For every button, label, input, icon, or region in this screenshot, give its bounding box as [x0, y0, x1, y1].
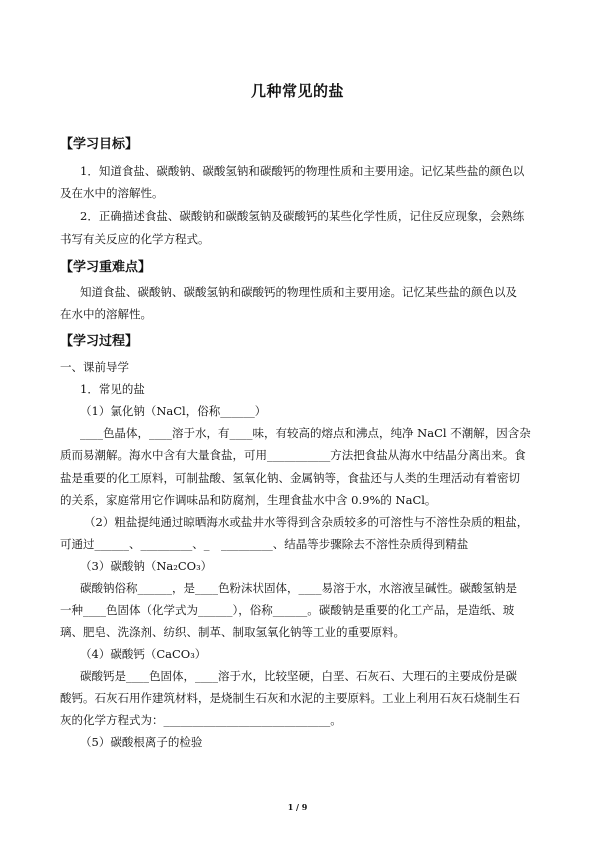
- crude-salt-line: （2）粗盐提纯通过晾晒海水或盐井水等得到含杂质较多的可溶性与不溶性杂质的粗盐，: [84, 515, 529, 529]
- heading-process: 【学习过程】: [60, 334, 139, 349]
- nacl-line: ____色晶体，____溶于水，有____味，有较高的熔点和沸点，纯净 NaCl 不潮解，因含杂: [80, 426, 531, 440]
- page-title: 几种常见的盐: [250, 82, 344, 100]
- caco3-line: 灰的化学方程式为：_____________________________。: [60, 713, 342, 727]
- carbonate-test-heading: （5）碳酸根离子的检验: [80, 735, 203, 749]
- na2co3-line: 璃、肥皂、洗涤剂、纺织、制革、制取氢氧化钠等工业的重要原料。: [60, 625, 405, 639]
- heading-key-points: 【学习重难点】: [60, 260, 152, 275]
- nacl-line: 的关系，家庭常用它作调味品和防腐剂，生理食盐水中含 0.9%的 NaCl。: [60, 493, 437, 507]
- caco3-heading: （4）碳酸钙（CaCO₃）: [80, 647, 207, 661]
- key-point-line: 知道食盐、碳酸钠、碳酸氢钠和碳酸钙的物理性质和主要用途。记忆某些盐的颜色以及: [80, 285, 517, 299]
- caco3-line: 酸钙。石灰石用作建筑材料，是烧制生石灰和水泥的主要原料。工业上利用石灰石烧制生石: [60, 691, 520, 705]
- na2co3-line: 一种____色固体（化学式为______），俗称______。碳酸钠是重要的化工产品，是造纸、玻: [60, 603, 515, 617]
- goal-line: 书写有关反应的化学方程式。: [60, 232, 210, 246]
- nacl-line: 盐是重要的化工原料，可制盐酸、氢氧化钠、金属钠等，食盐还与人类的生理活动有着密切: [60, 471, 520, 485]
- section-title: 一、课前导学: [60, 360, 129, 374]
- heading-goals: 【学习目标】: [60, 137, 139, 152]
- na2co3-line: 碳酸钠俗称______，是____色粉沫状固体，____易溶于水，水溶液呈碱性。碳酸氢钠是: [80, 581, 517, 595]
- page-number: 1 / 9: [287, 802, 308, 812]
- caco3-line: 碳酸钙是____色固体，____溶于水，比较坚硬，白垩、石灰石、大理石的主要成份是碳: [80, 669, 517, 683]
- key-point-line: 在水中的溶解性。: [60, 307, 152, 321]
- crude-salt-line: 可通过______、_________、_ _________、结晶等步骤除去不溶性杂质得到精盐: [60, 537, 469, 551]
- goal-line: 及在水中的溶解性。: [60, 186, 164, 200]
- goal-line: 2．正确描述食盐、碳酸钠和碳酸氢钠及碳酸钙的某些化学性质，记住反应现象，会熟练: [80, 209, 525, 223]
- na2co3-heading: （3）碳酸钠（Na₂CO₃）: [80, 559, 213, 573]
- subsection-title: 1．常见的盐: [80, 382, 145, 396]
- nacl-heading: （1）氯化钠（NaCl，俗称______）: [80, 404, 267, 418]
- goal-line: 1．知道食盐、碳酸钠、碳酸氢钠和碳酸钙的物理性质和主要用途。记忆某些盐的颜色以: [80, 164, 525, 178]
- nacl-line: 质而易潮解。海水中含有大量食盐，可用___________方法把食盐从海水中结晶分离出来。食: [60, 448, 526, 462]
